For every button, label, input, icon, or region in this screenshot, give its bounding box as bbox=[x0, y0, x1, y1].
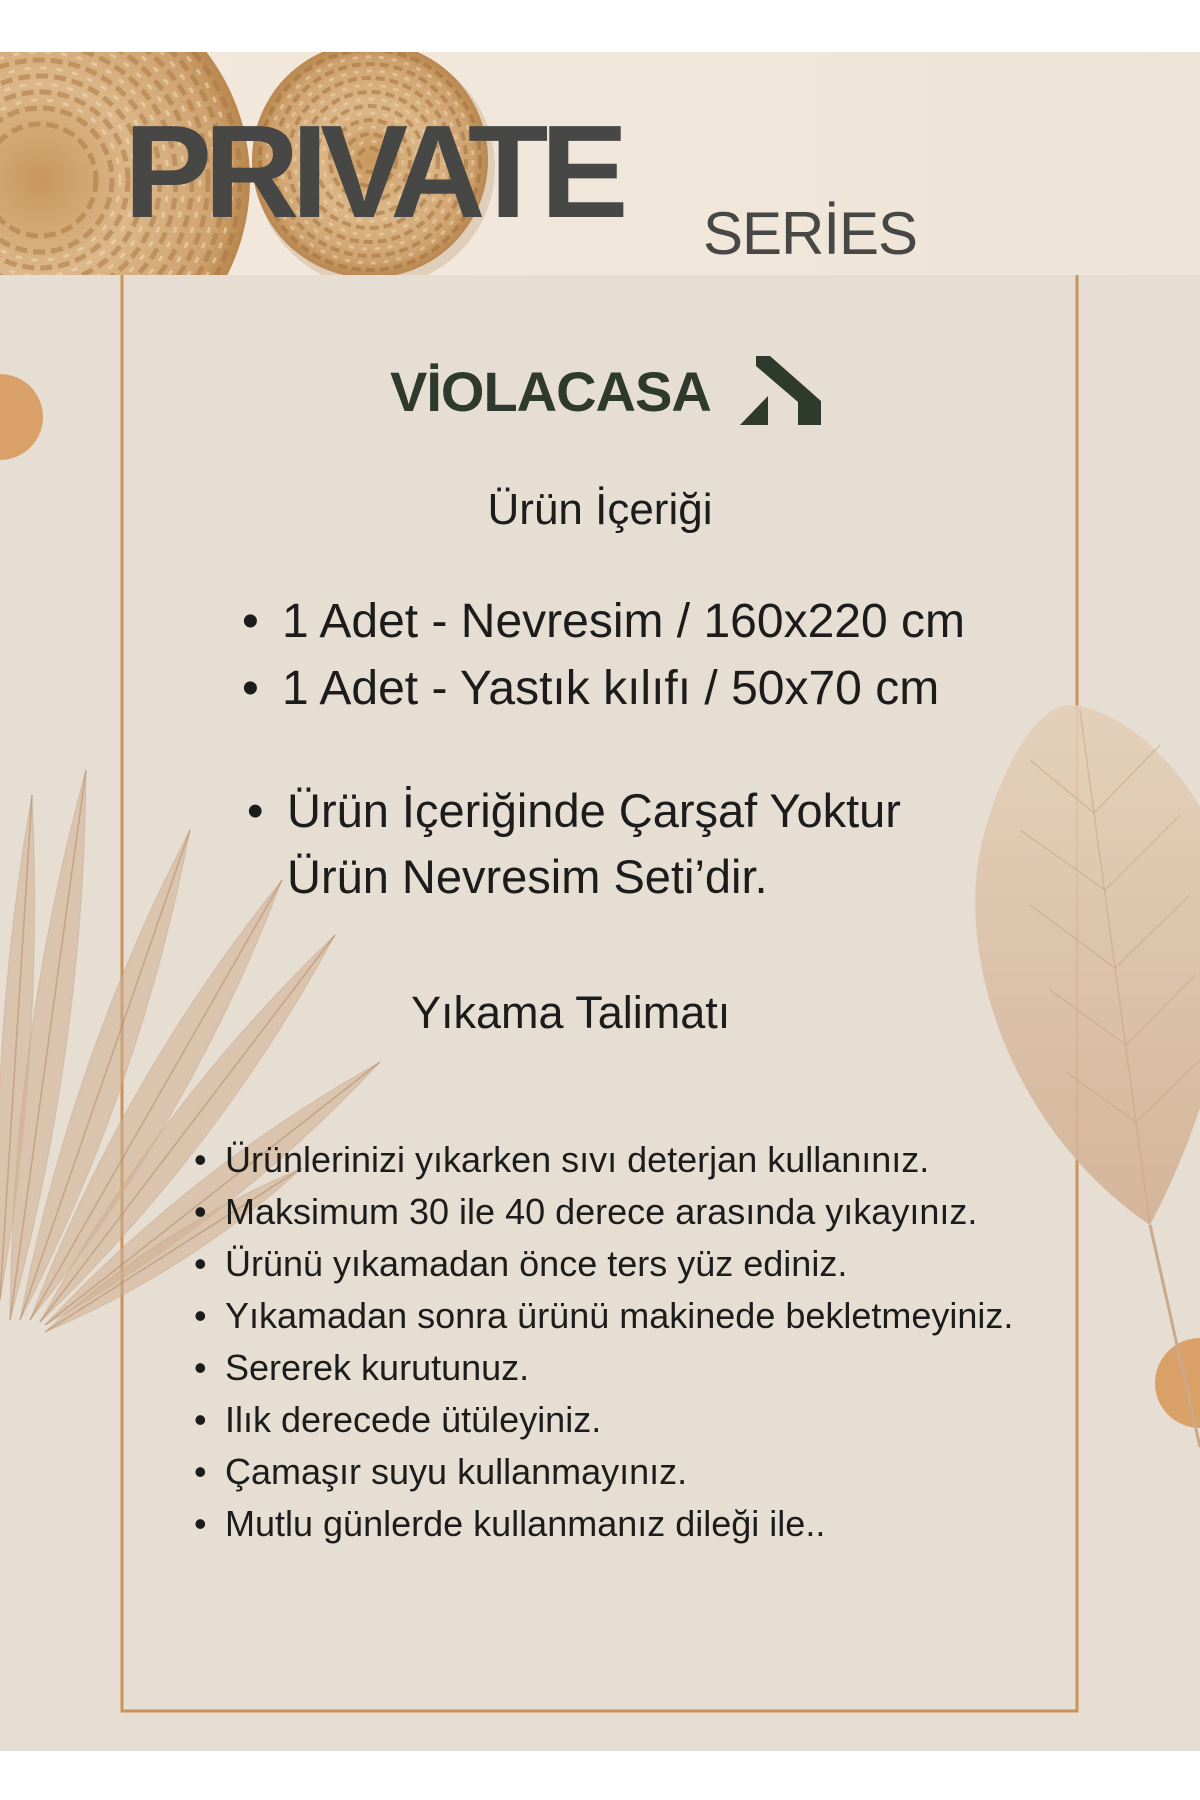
series-subtitle: SERİES bbox=[703, 200, 918, 267]
list-item: • Maksimum 30 ile 40 derece arasında yıkayınız. bbox=[225, 1186, 1013, 1238]
accent-circle-left bbox=[0, 374, 43, 460]
list-item: • Ürünü yıkamadan önce ters yüz ediniz. bbox=[225, 1238, 1013, 1290]
list-item: • 1 Adet - Nevresim / 160x220 cm bbox=[282, 588, 965, 655]
list-item: • Ilık derecede ütüleyiniz. bbox=[225, 1394, 1013, 1446]
list-item: • 1 Adet - Yastık kılıfı / 50x70 cm bbox=[282, 655, 965, 722]
series-title: PRIVATE bbox=[124, 98, 621, 245]
brand-name: VİOLACASA bbox=[390, 360, 711, 423]
list-item: • Yıkamadan sonra ürünü makinede bekletmeyiniz. bbox=[225, 1290, 1013, 1342]
list-item: • Mutlu günlerde kullanmanız dileği ile.. bbox=[225, 1498, 1013, 1550]
list-item: • Sererek kurutunuz. bbox=[225, 1342, 1013, 1394]
list-item: • Ürünlerinizi yıkarken sıvı deterjan kullanınız. bbox=[225, 1134, 1013, 1186]
contents-list bbox=[282, 588, 965, 722]
house-roof-logo-icon bbox=[740, 356, 821, 425]
list-item: • Çamaşır suyu kullanmayınız. bbox=[225, 1446, 1013, 1498]
washing-heading: Yıkama Talimatı bbox=[411, 987, 731, 1038]
washing-instructions-list bbox=[225, 1134, 1013, 1550]
note-line: • Ürün İçeriğinde Çarşaf Yoktur bbox=[287, 784, 901, 837]
list-item bbox=[287, 778, 901, 910]
note-line: Ürün Nevresim Seti’dir. bbox=[287, 850, 768, 903]
contents-note bbox=[287, 778, 901, 910]
contents-heading: Ürün İçeriği bbox=[487, 485, 713, 534]
